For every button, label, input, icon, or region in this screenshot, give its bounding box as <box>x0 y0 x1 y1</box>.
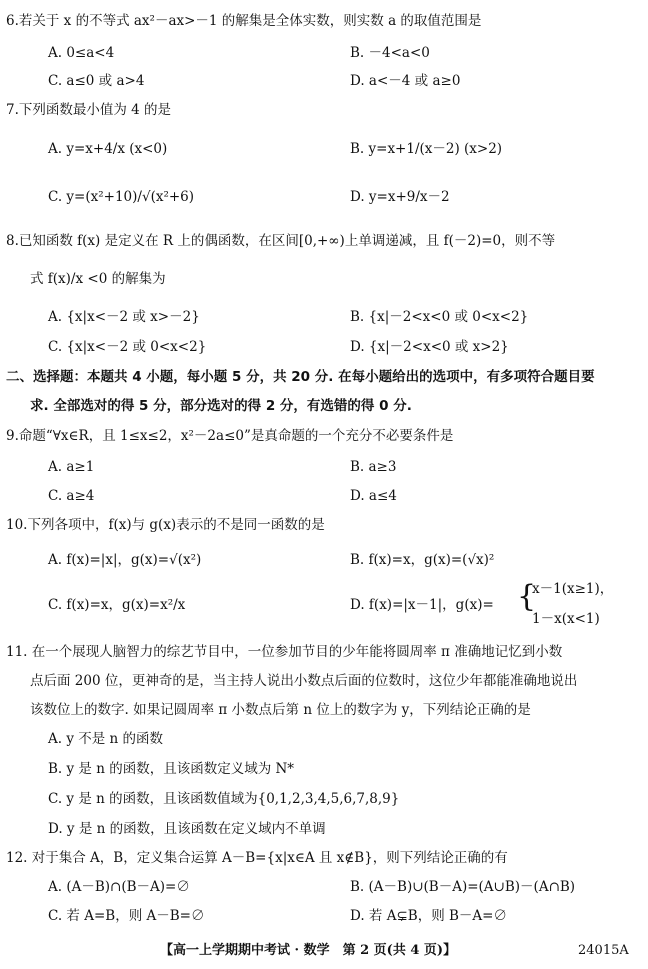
q6-option-d: D. a<－4 或 a≥0 <box>350 73 461 89</box>
q10-option-d: D. f(x)=|x－1|，g(x)= <box>350 597 494 613</box>
q10-option-d-case2: 1－x(x<1) <box>532 611 600 627</box>
q8-option-a: A. {x|x<－2 或 x>－2} <box>48 309 200 325</box>
q6-option-a: A. 0≤a<4 <box>48 45 115 61</box>
q8-option-c: C. {x|x<－2 或 0<x<2} <box>48 339 207 355</box>
section2-heading-line1: 二、选择题：本题共 4 小题，每小题 5 分，共 20 分. 在每小题给出的选项中，有多项符合题目要 <box>6 369 595 385</box>
q9-stem: 9.命题“∀x∈R，且 1≤x≤2，x²－2a≤0”是真命题的一个充分不必要条件是 <box>6 428 454 444</box>
q8-option-d: D. {x|－2<x<0 或 x>2} <box>350 339 509 355</box>
q12-stem: 12. 对于集合 A，B，定义集合运算 A－B={x|x∈A 且 x∉B}，则下列结论正确的有 <box>6 850 508 866</box>
q12-option-d: D. 若 A⊊B，则 B－A=∅ <box>350 908 507 924</box>
q8-stem-line1: 8.已知函数 f(x) 是定义在 R 上的偶函数，在区间[0,+∞)上单调递减，且 f(－2)=0，则不等 <box>6 233 556 249</box>
q9-option-c: C. a≥4 <box>48 488 95 504</box>
q10-option-d-brace: { <box>517 579 537 614</box>
section2-heading-line2: 求. 全部选对的得 5 分，部分选对的得 2 分，有选错的得 0 分. <box>30 398 412 414</box>
q11-stem-line2: 点后面 200 位，更神奇的是，当主持人说出小数点后面的位数时，这位少年都能准确地说出 <box>30 673 578 689</box>
q7-option-a: A. y=x+4/x (x<0) <box>48 141 168 157</box>
q9-option-d: D. a≤4 <box>350 488 397 504</box>
q10-option-a: A. f(x)=|x|，g(x)=√(x²) <box>48 552 202 568</box>
q10-option-b: B. f(x)=x，g(x)=(√x)² <box>350 552 495 568</box>
q6-option-b: B. －4<a<0 <box>350 45 430 61</box>
q11-stem-line1: 11. 在一个展现人脑智力的综艺节目中，一位参加节目的少年能将圆周率 π 准确地记忆到小数 <box>6 644 563 660</box>
q7-stem: 7.下列函数最小值为 4 的是 <box>6 102 172 118</box>
q11-option-a: A. y 不是 n 的函数 <box>48 731 164 747</box>
q12-option-b: B. (A－B)∪(B－A)=(A∪B)－(A∩B) <box>350 879 576 895</box>
q7-option-b: B. y=x+1/(x－2) (x>2) <box>350 141 503 157</box>
q12-option-c: C. 若 A=B，则 A－B=∅ <box>48 908 205 924</box>
q7-option-c: C. y=(x²+10)/√(x²+6) <box>48 189 195 205</box>
q6-option-c: C. a≤0 或 a>4 <box>48 73 145 89</box>
q9-option-b: B. a≥3 <box>350 459 397 475</box>
q9-option-a: A. a≥1 <box>48 459 95 475</box>
q12-option-a: A. (A－B)∩(B－A)=∅ <box>48 879 190 895</box>
q10-option-c: C. f(x)=x，g(x)=x²/x <box>48 597 186 613</box>
q11-option-d: D. y 是 n 的函数，且该函数在定义域内不单调 <box>48 821 326 837</box>
q11-option-b: B. y 是 n 的函数，且该函数定义域为 N* <box>48 761 295 777</box>
q10-stem: 10.下列各项中，f(x)与 g(x)表示的不是同一函数的是 <box>6 517 325 533</box>
q10-option-d-case1: x－1(x≥1)， <box>532 581 614 597</box>
page-footer-title: 【高一上学期期中考试 · 数学 第 2 页(共 4 页)】 <box>160 943 457 958</box>
q6-stem: 6.若关于 x 的不等式 ax²－ax>－1 的解集是全体实数，则实数 a 的取值范围是 <box>6 13 482 29</box>
q8-option-b: B. {x|－2<x<0 或 0<x<2} <box>350 309 529 325</box>
q8-stem-line2: 式 f(x)/x <0 的解集为 <box>30 271 166 287</box>
q11-option-c: C. y 是 n 的函数，且该函数值域为{0,1,2,3,4,5,6,7,8,9} <box>48 791 400 807</box>
q7-option-d: D. y=x+9/x－2 <box>350 189 450 205</box>
page-footer-code: 24015A <box>578 943 629 958</box>
q11-stem-line3: 该数位上的数字. 如果记圆周率 π 小数点后第 n 位上的数字为 y，下列结论正确的是 <box>30 702 531 718</box>
